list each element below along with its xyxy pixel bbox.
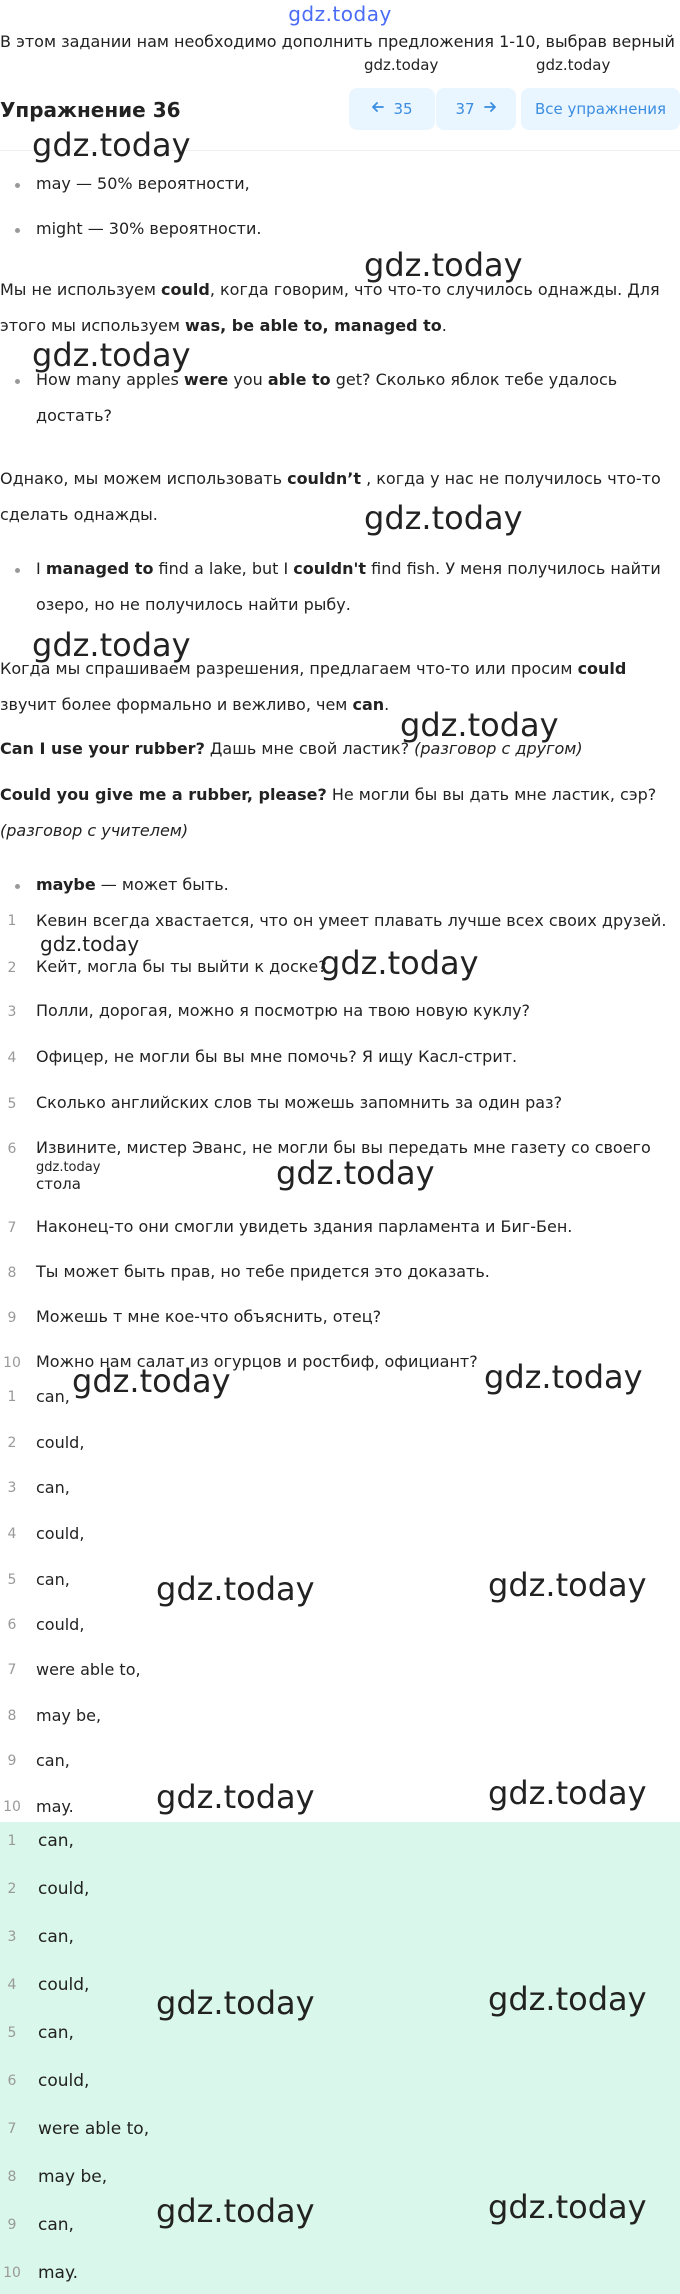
bullet xyxy=(15,568,20,573)
theory-paragraph: Однако, мы можем использовать couldn’t , когда у нас не получилось что-то xyxy=(0,469,661,488)
list-number: 2 xyxy=(7,1881,17,1897)
list-number: 3 xyxy=(7,1004,17,1020)
theory-paragraph: Мы не используем could, когда говорим, что что-то случилось однажды. Для xyxy=(0,280,660,299)
watermark: gdz.today xyxy=(32,626,191,664)
bullet xyxy=(15,228,20,233)
theory-example: достать? xyxy=(36,406,113,425)
answer-item: can, xyxy=(36,1387,70,1406)
list-number: 1 xyxy=(7,913,17,929)
translation-item: Полли, дорогая, можно я посмотрю на твою новую куклу? xyxy=(36,1001,531,1020)
watermark: gdz.today xyxy=(156,1984,315,2022)
answer-item: may be, xyxy=(38,2167,108,2187)
all-exercises-button[interactable] xyxy=(521,88,680,130)
watermark: gdz.today xyxy=(488,1980,647,2018)
list-number: 5 xyxy=(7,2025,17,2041)
list-number: 8 xyxy=(7,2169,17,2185)
translation-item: Кейт, могла бы ты выйти к доске? xyxy=(36,957,327,976)
bullet xyxy=(15,183,20,188)
theory-bullet: may — 50% вероятности, xyxy=(36,174,250,193)
list-number: 1 xyxy=(7,1833,17,1849)
answer-item: could, xyxy=(36,1524,85,1543)
theory-example: I managed to find a lake, but I couldn't find fish. У меня получилось найти xyxy=(36,559,661,578)
answer-item: could, xyxy=(36,1615,85,1634)
watermark: gdz.today xyxy=(488,2188,647,2226)
theory-example: озеро, но не получилось найти рыбу. xyxy=(36,595,351,614)
answer-item: can, xyxy=(38,1927,74,1947)
translation-item: Сколько английских слов ты можешь запомнить за один раз? xyxy=(36,1093,563,1112)
answer-item: could, xyxy=(38,1879,90,1899)
watermark: gdz.today xyxy=(156,1778,315,1816)
watermark: gdz.today xyxy=(276,1154,435,1192)
list-number: 6 xyxy=(7,2073,17,2089)
list-number: 10 xyxy=(3,2265,21,2281)
answer-item: were able to, xyxy=(38,2119,150,2139)
bullet xyxy=(15,379,20,384)
translation-item: Ты может быть прав, но тебе придется это доказать. xyxy=(36,1262,490,1281)
list-number: 8 xyxy=(7,1708,17,1724)
answer-item: can, xyxy=(38,2023,74,2043)
answer-item: can, xyxy=(38,1831,74,1851)
theory-paragraph: Когда мы спрашиваем разрешения, предлагаем что-то или просим could xyxy=(0,659,627,678)
translation-item-cont: стола xyxy=(36,1175,81,1193)
list-number: 3 xyxy=(7,1480,17,1496)
watermark: gdz.today xyxy=(32,336,191,374)
list-number: 10 xyxy=(3,1799,21,1815)
list-number: 5 xyxy=(7,1096,17,1112)
answer-item: could, xyxy=(38,1975,90,1995)
answer-item: were able to, xyxy=(36,1660,141,1679)
all-exercises-label: Все упражнения xyxy=(534,100,667,118)
theory-example: How many apples were you able to get? Сколько яблок тебе удалось xyxy=(36,370,618,389)
answer-item: can, xyxy=(36,1751,70,1770)
arrow-left-icon xyxy=(371,100,385,118)
watermark: gdz.today xyxy=(32,126,191,164)
watermark: gdz.today xyxy=(488,1774,647,1812)
list-number: 10 xyxy=(3,1355,21,1371)
answer-item: may. xyxy=(36,1797,74,1816)
list-number: 6 xyxy=(7,1617,17,1633)
watermark: gdz.today xyxy=(36,1160,101,1175)
answer-item: may. xyxy=(38,2263,79,2283)
list-number: 8 xyxy=(7,1265,17,1281)
translation-item: Можно нам салат из огурцов и ростбиф, официант? xyxy=(36,1352,478,1371)
translation-item: Наконец-то они смогли увидеть здания парламента и Биг-Бен. xyxy=(36,1217,573,1236)
list-number: 9 xyxy=(7,1753,17,1769)
translation-item: Извините, мистер Эванс, не могли бы вы передать мне газету со своего xyxy=(36,1138,651,1157)
list-number: 1 xyxy=(7,1389,17,1405)
answer-item: can, xyxy=(36,1478,70,1497)
list-number: 2 xyxy=(7,1435,17,1451)
bullet xyxy=(15,884,20,889)
theory-bullet: maybe — может быть. xyxy=(36,875,229,894)
watermark: gdz.today xyxy=(536,56,611,74)
list-number: 4 xyxy=(7,1050,17,1066)
theory-bullet: might — 30% вероятности. xyxy=(36,219,262,238)
watermark: gdz.today xyxy=(72,1362,231,1400)
page-title: Упражнение 36 xyxy=(0,98,181,122)
list-number: 2 xyxy=(7,960,17,976)
theory-paragraph: сделать однажды. xyxy=(0,505,158,524)
list-number: 9 xyxy=(7,2217,17,2233)
arrow-right-icon xyxy=(483,100,497,118)
list-number: 5 xyxy=(7,1572,17,1588)
theory-paragraph: этого мы используем was, be able to, managed to. xyxy=(0,316,447,335)
list-number: 7 xyxy=(7,1662,17,1678)
theory-example: (разговор с учителем) xyxy=(0,821,189,840)
translation-item: Офицер, не могли бы вы мне помочь? Я ищу Касл-стрит. xyxy=(36,1047,518,1066)
translation-item: Кевин всегда хвастается, что он умеет плавать лучше всех своих друзей. xyxy=(36,911,667,930)
watermark: gdz.today xyxy=(400,706,559,744)
answer-item: can, xyxy=(38,2215,74,2235)
watermark: gdz.today xyxy=(156,1570,315,1608)
list-number: 7 xyxy=(7,2121,17,2137)
theory-example: Could you give me a rubber, please? Не могли бы вы дать мне ластик, сэр? xyxy=(0,785,657,804)
watermark: gdz.today xyxy=(488,1566,647,1604)
answer-item: could, xyxy=(36,1433,85,1452)
answer-item: can, xyxy=(36,1570,70,1589)
watermark: gdz.today xyxy=(156,2192,315,2230)
prev-exercise-label: 35 xyxy=(393,100,413,118)
translation-item: Можешь т мне кое-что объяснить, отец? xyxy=(36,1307,382,1326)
site-logo[interactable]: gdz.today xyxy=(288,2,392,26)
answer-item: may be, xyxy=(36,1706,102,1725)
list-number: 4 xyxy=(7,1977,17,1993)
list-number: 9 xyxy=(7,1310,17,1326)
watermark: gdz.today xyxy=(364,499,523,537)
watermark: gdz.today xyxy=(364,246,523,284)
list-number: 3 xyxy=(7,1929,17,1945)
theory-example: Can I use your rubber? Дашь мне свой ластик? (разговор с другом) xyxy=(0,739,583,758)
prev-exercise-button[interactable] xyxy=(349,88,435,130)
answer-item: could, xyxy=(38,2071,90,2091)
next-exercise-label: 37 xyxy=(455,100,475,118)
intro-text: В этом задании нам необходимо дополнить предложения 1-10, выбрав верный xyxy=(0,32,675,51)
watermark: gdz.today xyxy=(484,1358,643,1396)
theory-paragraph: звучит более формально и вежливо, чем can. xyxy=(0,695,390,714)
watermark: gdz.today xyxy=(364,56,439,74)
next-exercise-button[interactable] xyxy=(436,88,516,130)
list-number: 4 xyxy=(7,1526,17,1542)
watermark: gdz.today xyxy=(40,932,140,956)
list-number: 7 xyxy=(7,1220,17,1236)
list-number: 6 xyxy=(7,1141,17,1157)
watermark: gdz.today xyxy=(320,944,479,982)
